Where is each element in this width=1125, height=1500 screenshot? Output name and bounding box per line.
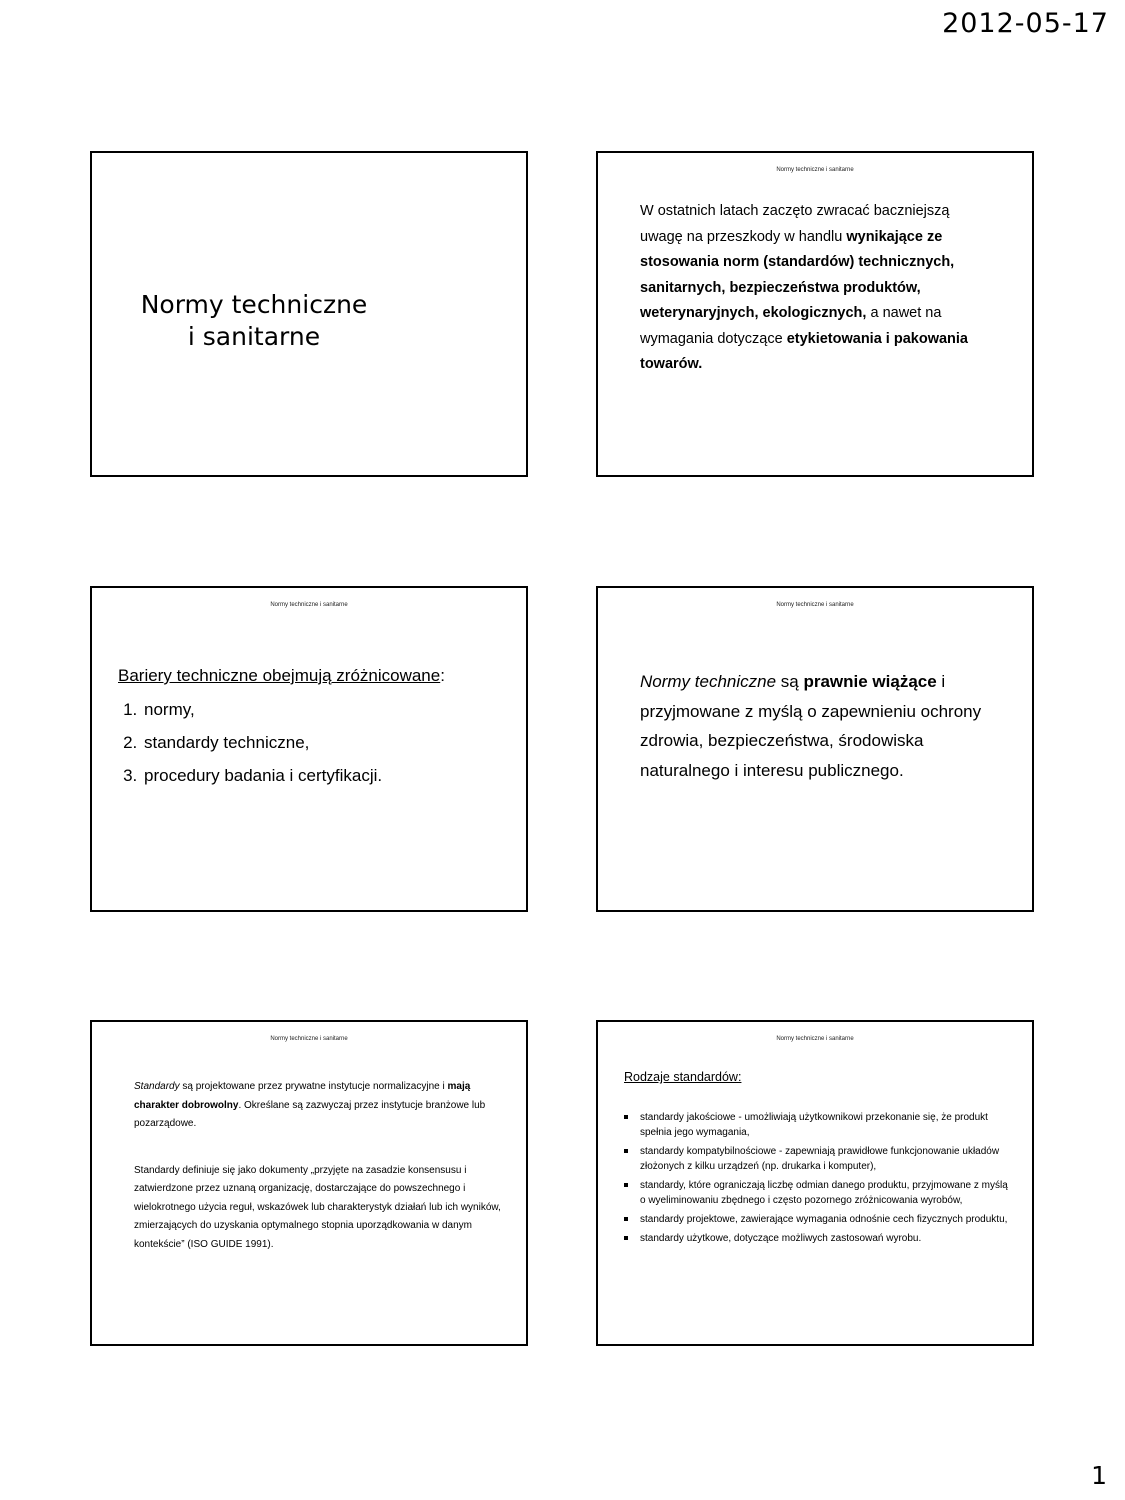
intro-colon: : (440, 666, 445, 685)
slide-2 (596, 151, 1034, 477)
slide-body (640, 199, 996, 378)
slide-1 (90, 151, 528, 477)
intro-text: Bariery techniczne obejmują zróżnicowane (118, 666, 441, 685)
list-item (624, 1144, 1008, 1174)
list-item-text: standardy użytkowe, dotyczące możliwych zastosowań wyrobu. (640, 1233, 922, 1244)
slide-header: Normy techniczne i sanitarne (270, 602, 348, 608)
slide-header: Normy techniczne i sanitarne (270, 1036, 348, 1042)
bullet-icon (624, 1217, 628, 1221)
list-item-text: standardy kompatybilnościowe - zapewniają prawidłowe funkcjonowanie układów złożonych z kilku urządzeń (np. drukarka i komputer), (640, 1146, 1000, 1172)
bullet-icon (624, 1236, 628, 1240)
page-number: 1 (1091, 1461, 1107, 1490)
bullet-icon (624, 1183, 628, 1187)
paragraph-2: Standardy definiuje się jako dokumenty „przyjęte na zasadzie konsensusu i zatwierdzone przez uznaną organizację, dostarczające do powszechnego i wielokrotnego użycia reguł, wskazówek lub charakterystyk działań lub ich wyników, zmierzających do uzyskania optymalnego stopnia uporządkowania w danym kontekście” (ISO GUIDE 1991). (134, 1164, 501, 1250)
bold-text: wynikające ze stosowania norm (standardów) technicznych, sanitarnych, bezpieczeństwa produktów, weterynaryjnych, ekologicznych, (640, 228, 955, 321)
intro (118, 666, 506, 686)
title-line-2: i sanitarne (187, 322, 321, 351)
text: W ostatnich latach zaczęto zwracać baczniejszą uwagę na przeszkody w handlu (640, 203, 950, 245)
text: są projektowane przez prywatne instytucje normalizacyjne i (179, 1081, 448, 1092)
slide-body (640, 667, 1002, 785)
bold-text: prawnie wiążące (803, 672, 937, 691)
list-item: 3. procedury badania i certyfikacji. (142, 766, 506, 786)
slide-body (118, 666, 506, 799)
slide-4 (596, 586, 1034, 912)
slide-body (134, 1078, 502, 1282)
page-date: 2012-05-17 (942, 8, 1109, 39)
list-item (624, 1110, 1008, 1140)
text: i przyjmowane z myślą o zapewnieniu ochrony zdrowia, bezpieczeństwa, środowiska naturalnego i interesu publicznego. (640, 672, 982, 780)
list-item (624, 1212, 1008, 1227)
list-item: 1. normy, (142, 700, 506, 720)
standards-list (624, 1110, 1008, 1250)
slide-header: Normy techniczne i sanitarne (776, 167, 854, 173)
slide-header: Normy techniczne i sanitarne (776, 1036, 854, 1042)
italic-text: Standardy (134, 1081, 180, 1092)
slide-subtitle: Rodzaje standardów: (624, 1070, 742, 1084)
bullet-icon (624, 1115, 628, 1119)
slide-6 (596, 1020, 1034, 1346)
bullet-icon (624, 1149, 628, 1153)
list-item-text: standardy projektowe, zawierające wymagania odnośnie cech fizycznych produktu, (640, 1214, 1008, 1225)
text: a nawet na wymagania dotyczące (640, 305, 942, 347)
italic-text: Normy techniczne (640, 672, 777, 691)
slide-3 (90, 586, 528, 912)
text: są (776, 672, 804, 691)
list-item-text: standardy jakościowe - umożliwiają użytkownikowi przekonanie się, że produkt spełnia jego wymagania, (640, 1112, 988, 1138)
slide-title (112, 289, 396, 353)
text: . Określane są zazwyczaj przez instytucje branżowe lub pozarządowe. (134, 1099, 486, 1129)
barrier-list (118, 700, 506, 786)
title-line-1: Normy techniczne (140, 290, 368, 319)
slide-5 (90, 1020, 528, 1346)
list-item-text: standardy, które ograniczają liczbę odmian danego produktu, przyjmowane z myślą o wyeliminowaniu zbędnego i często pozornego zróżnicowania wyrobów, (640, 1180, 1008, 1206)
bold-text: etykietowania i pakowania towarów. (640, 330, 969, 372)
paragraph-1 (134, 1078, 502, 1134)
list-item (624, 1231, 1008, 1246)
slide-header: Normy techniczne i sanitarne (776, 602, 854, 608)
bold-text: mają charakter dobrowolny (134, 1081, 471, 1111)
list-item (624, 1178, 1008, 1208)
list-item: 2. standardy techniczne, (142, 733, 506, 753)
